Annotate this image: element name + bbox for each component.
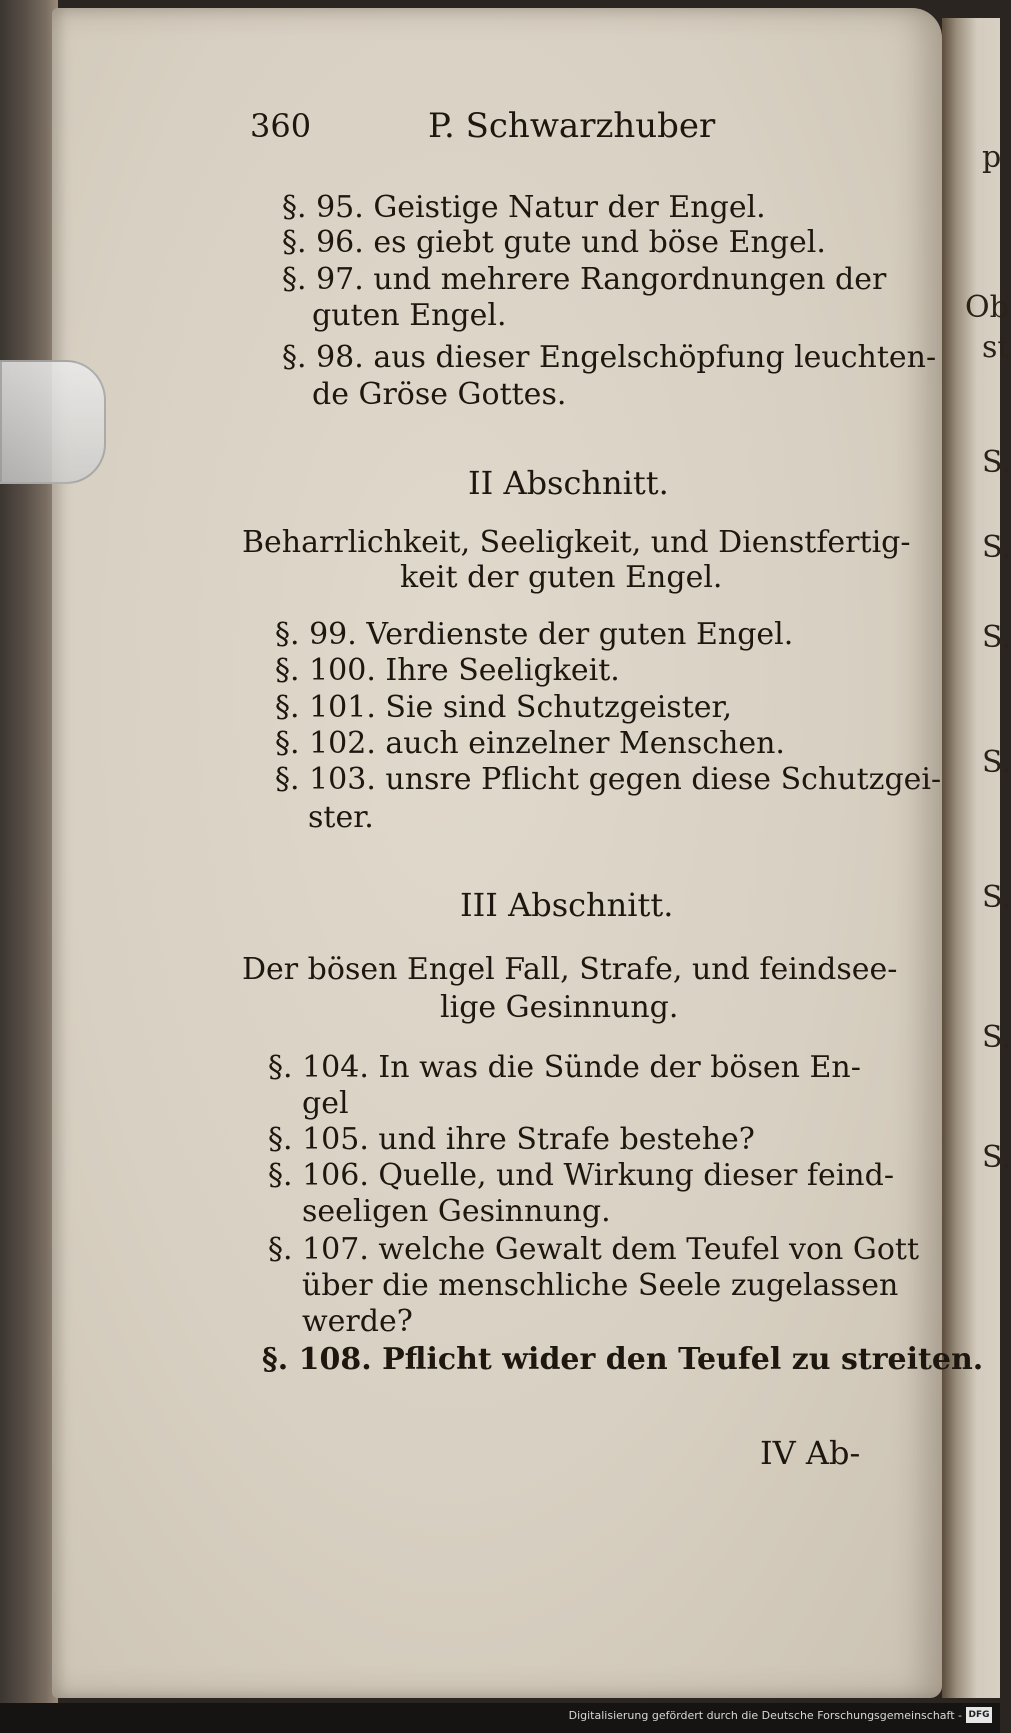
toc-entry: §. 99. Verdienste der guten Engel.: [275, 617, 794, 652]
facing-page-fragment: st: [982, 330, 1010, 365]
facing-page-fragment: p: [982, 140, 1002, 175]
toc-entry: §. 96. es giebt gute und böse Engel.: [282, 225, 826, 260]
toc-entry: §. 95. Geistige Natur der Engel.: [282, 190, 766, 225]
section-title: Beharrlichkeit, Seeligkeit, und Dienstfertig-: [242, 525, 911, 560]
section-heading: III Abschnitt.: [460, 886, 674, 924]
toc-entry-continuation: seeligen Gesinnung.: [302, 1194, 611, 1229]
facing-page-fragment: S.: [982, 530, 1011, 565]
facing-page-fragment: S.: [982, 1020, 1011, 1055]
toc-entry-continuation: guten Engel.: [312, 298, 507, 333]
facing-page-fragment: S.: [982, 445, 1011, 480]
toc-entry-continuation: de Gröse Gottes.: [312, 377, 567, 412]
toc-entry-continuation: werde?: [302, 1304, 413, 1339]
toc-entry-continuation: gel: [302, 1086, 349, 1121]
toc-entry-continuation: über die menschliche Seele zugelassen: [302, 1268, 899, 1303]
funding-credit: Digitalisierung gefördert durch die Deutsche Forschungsgemeinschaft -: [568, 1709, 962, 1722]
toc-entry: §. 98. aus dieser Engelschöpfung leuchten-: [282, 340, 937, 375]
toc-entry: §. 104. In was die Sünde der bösen En-: [268, 1050, 861, 1085]
page-number: 360: [250, 107, 312, 145]
toc-entry: §. 100. Ihre Seeligkeit.: [275, 653, 620, 688]
toc-entry: §. 103. unsre Pflicht gegen diese Schutzgei-: [275, 762, 942, 797]
toc-entry: §. 102. auch einzelner Menschen.: [275, 726, 785, 761]
toc-entry: §. 108. Pflicht wider den Teufel zu streiten.: [262, 1342, 984, 1377]
toc-entry: §. 107. welche Gewalt dem Teufel von Gott: [268, 1232, 920, 1267]
book-spine: [0, 0, 58, 1733]
catchword: IV Ab-: [760, 1434, 861, 1472]
toc-entry: §. 101. Sie sind Schutzgeister,: [275, 690, 733, 725]
facing-page-fragment: Ob: [965, 290, 1009, 325]
toc-entry: §. 97. und mehrere Rangordnungen der: [282, 262, 887, 297]
facing-page-edge: [942, 18, 1000, 1698]
facing-page-fragment: S.: [982, 880, 1011, 915]
facing-page-fragment: S.: [982, 620, 1011, 655]
footer-bar: [0, 1703, 1000, 1733]
facing-page-fragment: S.: [982, 1140, 1011, 1175]
facing-page-fragment: S.: [982, 745, 1011, 780]
section-title: Der bösen Engel Fall, Strafe, und feindsee-: [242, 952, 898, 987]
toc-entry: §. 105. und ihre Strafe bestehe?: [268, 1122, 755, 1157]
section-title: lige Gesinnung.: [440, 990, 679, 1025]
running-title: P. Schwarzhuber: [428, 106, 716, 146]
toc-entry-continuation: ster.: [308, 800, 374, 835]
dfg-logo: DFG: [966, 1707, 992, 1723]
page-clip: [0, 360, 106, 484]
toc-entry: §. 106. Quelle, und Wirkung dieser feind-: [268, 1158, 894, 1193]
section-title: keit der guten Engel.: [400, 560, 723, 595]
section-heading: II Abschnitt.: [468, 464, 669, 502]
